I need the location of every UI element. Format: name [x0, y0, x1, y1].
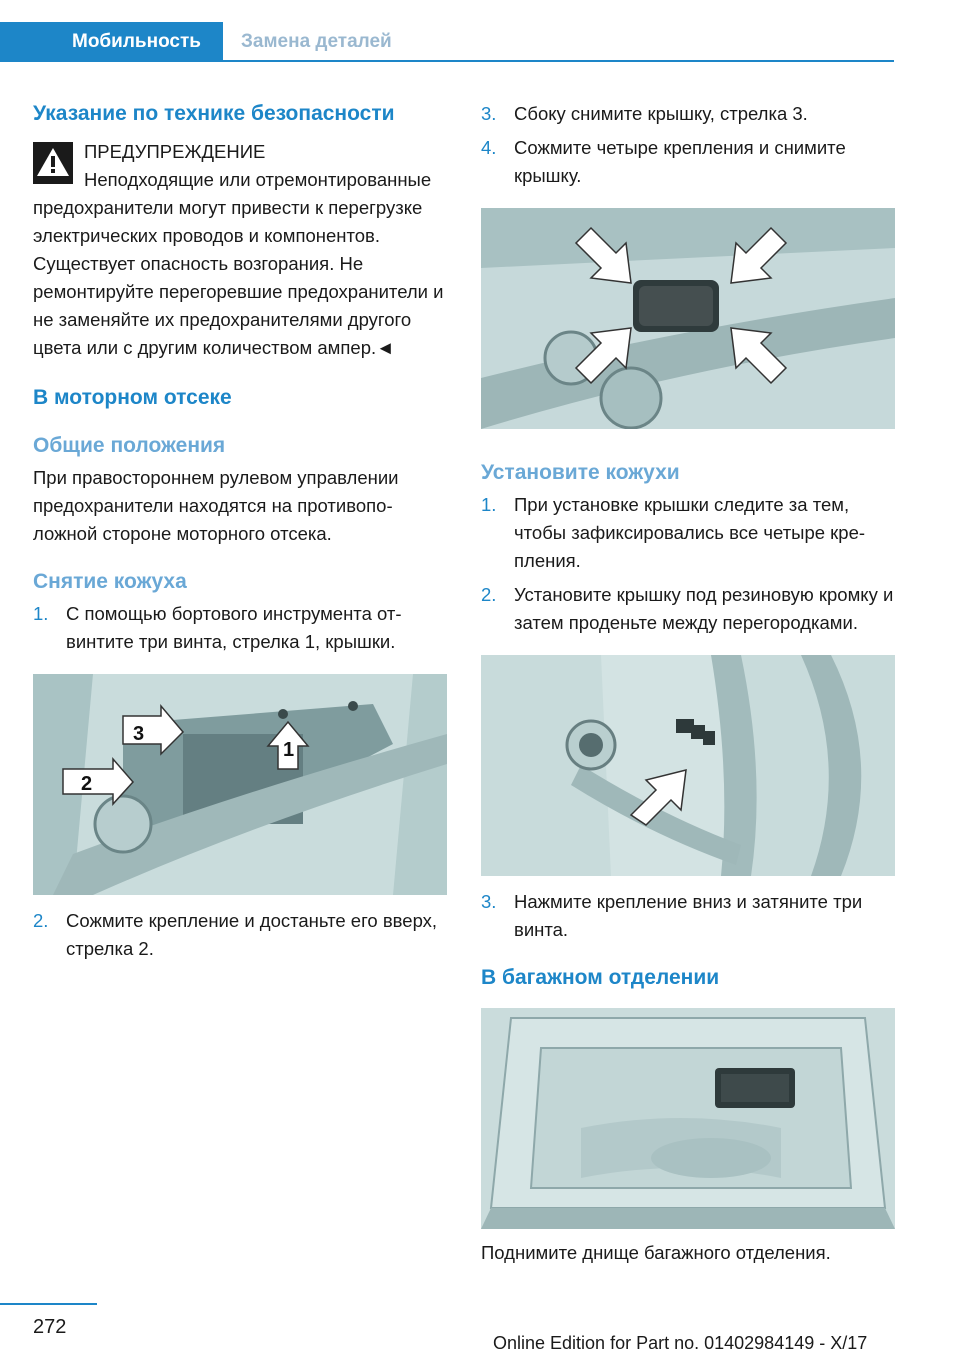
left-column — [33, 100, 447, 963]
general-heading: Общие положения — [33, 434, 226, 457]
cover-removal-heading: Снятие кожуха — [33, 570, 187, 593]
trunk-text: Поднимите днище багажного отделения. — [481, 1242, 831, 1263]
arrow-label-1: 1 — [283, 739, 295, 761]
warning-title: ПРЕДУПРЕЖДЕНИЕ — [84, 141, 266, 162]
list-item: 2. Установите крышку под резиновую кромку и затем проденьте между перегородками. — [481, 584, 894, 633]
fuse-box-cover-figure — [481, 208, 895, 429]
removal-steps — [33, 600, 447, 656]
list-item: 3. Нажмите крепление вниз и затяните три винта. — [481, 891, 863, 940]
removal-steps-continued — [33, 907, 447, 963]
engine-compartment-heading: В моторном отсеке — [33, 386, 232, 409]
arrow-label-2: 2 — [81, 773, 93, 795]
list-item: 3. Сбоку снимите крышку, стрелка 3. — [481, 103, 808, 124]
edition-notice: Online Edition for Part no. 01402984149 - X/17 — [493, 1333, 868, 1353]
warning-triangle-icon — [33, 142, 73, 184]
header-divider — [223, 60, 894, 62]
arrow-label-3: 3 — [133, 723, 145, 745]
warning-block — [33, 138, 447, 362]
trunk-figure — [481, 1008, 895, 1229]
install-covers-heading: Установите кожухи — [481, 461, 680, 484]
trunk-heading: В багажном отделении — [481, 966, 720, 989]
engine-cover-figure — [33, 674, 447, 895]
page-header — [0, 22, 894, 62]
removal-steps-3-4 — [481, 100, 895, 190]
page-number: 272 — [33, 1316, 67, 1338]
install-steps — [481, 491, 895, 637]
list-item: 1. При установке крышки следите за тем, чтобы зафиксировались все четыре крепления. — [481, 494, 866, 571]
footer-divider — [0, 1303, 97, 1305]
cover-installation-figure — [481, 655, 895, 876]
install-steps-continued — [481, 888, 895, 944]
right-column — [481, 100, 895, 1267]
safety-heading: Указание по технике безопасности — [33, 102, 395, 125]
list-item: 2. Сожмите крепление и достаньте его вверх, стрелка 2. — [33, 910, 438, 959]
section-tab-mobility: Мобильность — [0, 22, 223, 62]
warning-text: Неподходящие или отремонтированные предохранители могут привести к перегрузке электрических проводов и компонентов. Существует опасность возгорания. Не ремонтируйте перегоревшие предохранители и не заменяйте их предохранителями другого цвета или с другим количеством ампер.◄ — [33, 169, 444, 358]
list-item: 4. Сожмите четыре крепления и снимите крышку. — [481, 137, 846, 186]
section-tab-parts-replacement: Замена деталей — [241, 31, 392, 52]
list-item: 1. С помощью бортового инструмента отвинтите три винта, стрелка 1, крышки. — [33, 603, 402, 652]
general-text: При правостороннем рулевом управлении предохранители находятся на противоположной стороне моторного отсека. — [33, 467, 399, 544]
